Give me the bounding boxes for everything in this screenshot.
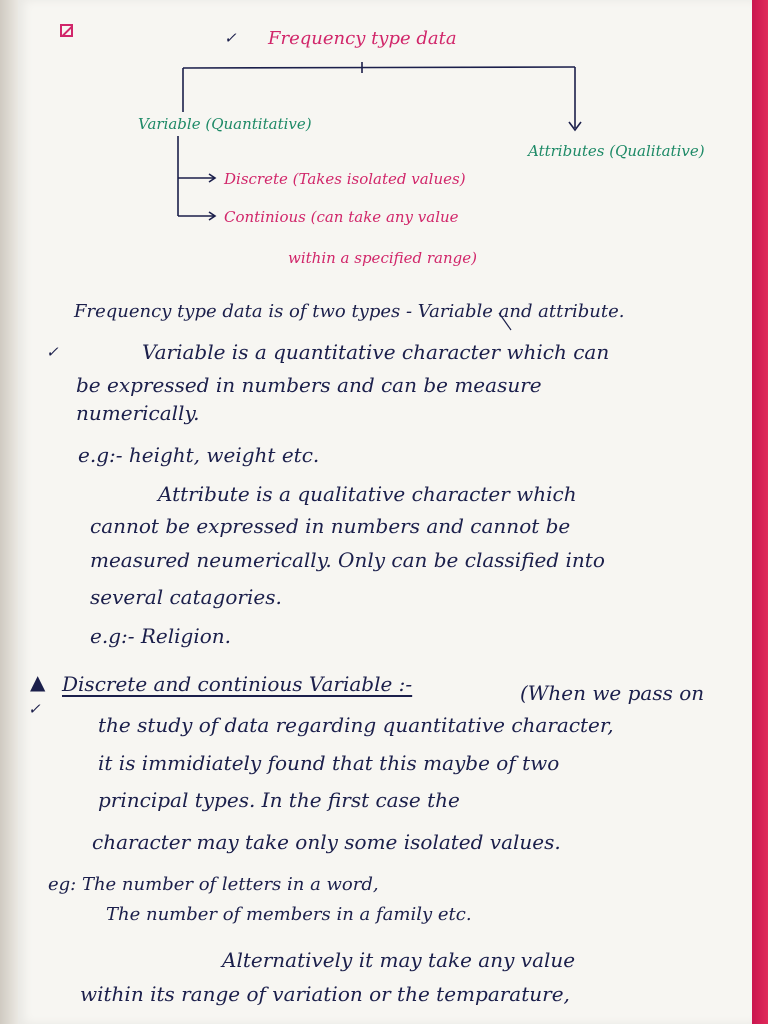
section-text-line-5: character may take only some isolated values. (92, 830, 561, 854)
section-text-line-4: principal types. In the first case the (98, 788, 460, 812)
attribute-def-line-4: several catagories. (90, 585, 282, 609)
section-heading: Discrete and continious Variable :- (62, 672, 413, 696)
variable-def-line-2: be expressed in numbers and can be measure (76, 373, 542, 397)
variable-example: e.g:- height, weight etc. (78, 443, 320, 467)
tick-mark: ✓ (224, 29, 237, 47)
diagram-continuous-node-line2: within a specified range) (288, 249, 477, 267)
diagram-discrete-node: Discrete (Takes isolated values) (224, 170, 466, 188)
attribute-def-line-1: Attribute is a qualitative character which (158, 482, 577, 506)
continuation-line-1: Alternatively it may take any value (222, 948, 576, 972)
section-text-line-3: it is immidiately found that this maybe of two (98, 751, 560, 775)
diagram-continuous-node-line1: Continious (can take any value (224, 208, 459, 226)
margin-tick-1: ✓ (46, 343, 59, 361)
section-text-line-1: (When we pass on (520, 681, 705, 705)
intro-line: Frequency type data is of two types - Variable and attribute. (74, 301, 625, 322)
example-line-1: eg: The number of letters in a word, (48, 874, 379, 895)
bullet-icon: ▲ (30, 670, 46, 694)
diagram-variable-node: Variable (Quantitative) (138, 115, 312, 133)
variable-def-line-3: numerically. (76, 401, 200, 425)
section-text-line-2: the study of data regarding quantitative character, (98, 713, 614, 737)
attribute-def-line-2: cannot be expressed in numbers and cannot be (90, 514, 571, 538)
margin-tick-2: ✓ (28, 700, 41, 718)
continuation-line-2: within its range of variation or the temparature, (80, 982, 570, 1006)
attribute-def-line-3: measured neumerically. Only can be classified into (90, 548, 605, 572)
attribute-example: e.g:- Religion. (90, 624, 232, 648)
variable-def-line-1: Variable is a quantitative character which can (142, 340, 610, 364)
diagram-attribute-node: Attributes (Qualitative) (528, 142, 705, 160)
example-line-2: The number of members in a family etc. (106, 904, 472, 925)
diagram-root: Frequency type data (268, 28, 457, 49)
